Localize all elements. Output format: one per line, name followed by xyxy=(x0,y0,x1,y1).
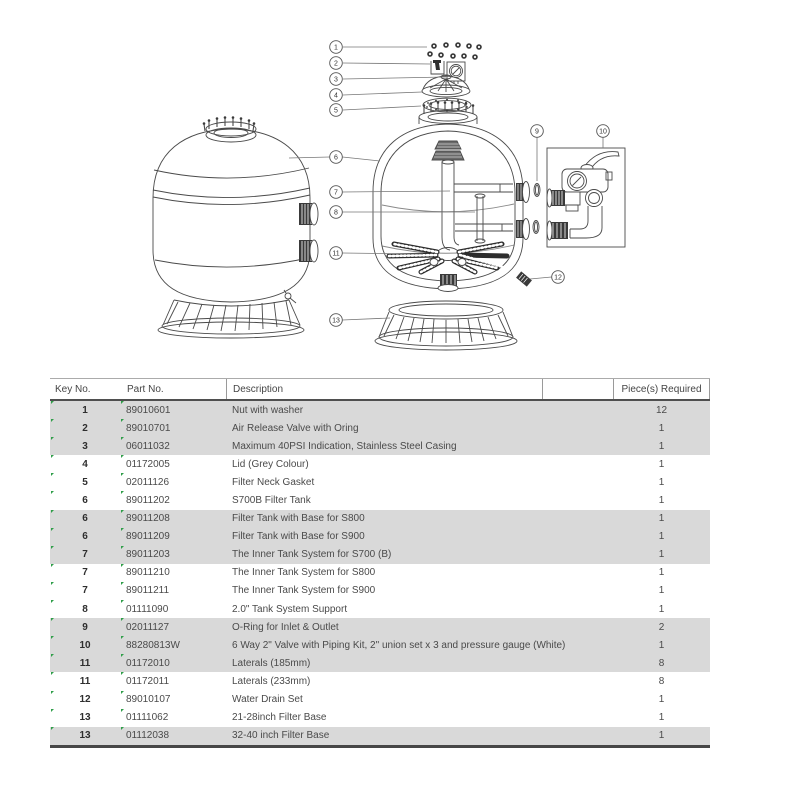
table-row xyxy=(50,691,710,709)
callout-number: 9 xyxy=(535,128,539,136)
qty-cell: 1 xyxy=(658,495,665,507)
qty-cell: 12 xyxy=(655,404,668,416)
leader-line xyxy=(343,318,391,320)
key-cell: 10 xyxy=(79,639,91,651)
part-cell: 89011209 xyxy=(126,531,170,543)
green-corner-mark xyxy=(121,528,124,531)
part-cell: 02011126 xyxy=(126,476,170,488)
qty-cell: 2 xyxy=(658,621,665,633)
key-cell: 7 xyxy=(82,567,88,579)
green-corner-mark xyxy=(51,546,54,549)
qty-cell: 1 xyxy=(658,476,665,488)
part-cell: 01112038 xyxy=(126,730,170,742)
green-corner-mark xyxy=(121,691,124,694)
qty-cell: 1 xyxy=(658,567,665,579)
table-row xyxy=(50,473,710,491)
header-part-no: Part No. xyxy=(127,383,164,395)
green-corner-mark xyxy=(121,618,124,621)
green-corner-mark xyxy=(51,691,54,694)
desc-cell: S700B Filter Tank xyxy=(232,495,311,507)
leader-line xyxy=(343,63,430,64)
green-corner-mark xyxy=(51,709,54,712)
desc-cell: 6 Way 2" Valve with Piping Kit, 2" union set x 3 and pressure gauge (White) xyxy=(232,639,566,651)
table-row xyxy=(50,455,710,473)
key-cell: 3 xyxy=(82,440,88,452)
diffuser-screen xyxy=(432,141,464,160)
table-row xyxy=(50,564,710,582)
leader-line xyxy=(289,157,330,158)
tank-system-support xyxy=(475,194,485,243)
table-header xyxy=(50,378,710,401)
table-row xyxy=(50,510,710,528)
table-row xyxy=(50,600,710,618)
table-row xyxy=(50,582,710,600)
qty-cell: 1 xyxy=(658,549,665,561)
table-row xyxy=(50,654,710,672)
callout-number: 3 xyxy=(334,76,338,84)
table-row xyxy=(50,491,710,509)
part-cell: 89010107 xyxy=(126,694,171,706)
part-cell: 06011032 xyxy=(126,440,170,452)
callout-number: 2 xyxy=(334,60,338,68)
green-corner-mark xyxy=(51,564,54,567)
green-corner-mark xyxy=(121,546,124,549)
green-corner-mark xyxy=(51,727,54,730)
callout-number: 1 xyxy=(334,44,338,52)
header-description: Description xyxy=(226,379,542,399)
leader-line xyxy=(343,77,446,79)
key-cell: 9 xyxy=(82,621,88,633)
green-corner-mark xyxy=(121,510,124,513)
green-corner-mark xyxy=(121,654,124,657)
key-cell: 1 xyxy=(82,404,88,416)
key-cell: 12 xyxy=(79,694,91,706)
o-rings xyxy=(533,184,540,234)
green-corner-mark xyxy=(51,600,54,603)
table-row xyxy=(50,709,710,727)
part-cell: 01172005 xyxy=(126,458,170,470)
desc-cell: Air Release Valve with Oring xyxy=(232,422,359,434)
green-corner-mark xyxy=(121,636,124,639)
part-cell: 88280813W xyxy=(126,639,180,651)
qty-cell: 1 xyxy=(658,730,665,742)
callout-number: 11 xyxy=(332,250,340,258)
exploded-parts-diagram xyxy=(0,0,800,372)
green-corner-mark xyxy=(121,709,124,712)
part-cell: 01172011 xyxy=(126,675,170,687)
green-corner-mark xyxy=(121,491,124,494)
qty-cell: 1 xyxy=(658,531,665,543)
air-release-valve xyxy=(431,60,444,74)
leader-line xyxy=(530,277,552,279)
desc-cell: Filter Neck Gasket xyxy=(232,476,315,488)
part-cell: 89011203 xyxy=(126,549,170,561)
green-corner-mark xyxy=(51,636,54,639)
desc-cell: O-Ring for Inlet & Outlet xyxy=(232,621,339,633)
table-row xyxy=(50,546,710,564)
green-corner-mark xyxy=(121,401,124,404)
leader-line xyxy=(343,157,381,161)
header-pieces-required: Piece(s) Required xyxy=(613,379,710,399)
desc-cell: Nut with washer xyxy=(232,404,304,416)
desc-cell: Water Drain Set xyxy=(232,694,303,706)
desc-cell: 21-28inch Filter Base xyxy=(232,712,327,724)
green-corner-mark xyxy=(51,419,54,422)
key-cell: 6 xyxy=(82,531,88,543)
part-cell: 01111062 xyxy=(126,712,169,724)
green-corner-mark xyxy=(51,473,54,476)
qty-cell: 1 xyxy=(658,694,665,706)
green-corner-mark xyxy=(51,401,54,404)
key-cell: 13 xyxy=(79,730,91,742)
table-row xyxy=(50,618,710,636)
front-tank-base xyxy=(158,300,304,338)
green-corner-mark xyxy=(51,491,54,494)
qty-cell: 1 xyxy=(658,712,665,724)
table-body xyxy=(50,401,710,748)
table-row xyxy=(50,419,710,437)
nuts-with-washers xyxy=(427,42,482,60)
bottom-outlet xyxy=(438,274,458,292)
desc-cell: Lid (Grey Colour) xyxy=(232,458,309,470)
green-corner-mark xyxy=(51,455,54,458)
callout-number: 8 xyxy=(334,209,338,217)
green-corner-mark xyxy=(121,672,124,675)
key-cell: 7 xyxy=(82,549,88,561)
green-corner-mark xyxy=(51,582,54,585)
key-cell: 11 xyxy=(79,675,91,687)
desc-cell: The Inner Tank System for S900 xyxy=(232,585,376,597)
part-cell: 01172010 xyxy=(126,657,170,669)
key-cell: 13 xyxy=(79,712,91,724)
filter-base-illustration xyxy=(375,301,517,350)
green-corner-mark xyxy=(51,672,54,675)
table-row xyxy=(50,727,710,748)
table-row xyxy=(50,401,710,419)
laterals xyxy=(389,244,507,272)
part-cell: 89011210 xyxy=(126,567,170,579)
key-cell: 6 xyxy=(82,513,88,525)
qty-cell: 1 xyxy=(658,603,665,615)
green-corner-mark xyxy=(51,510,54,513)
green-corner-mark xyxy=(121,582,124,585)
green-corner-mark xyxy=(51,437,54,440)
table-row xyxy=(50,528,710,546)
leader-line xyxy=(343,106,421,110)
key-cell: 8 xyxy=(82,603,88,615)
front-tank-illustration xyxy=(153,116,318,338)
table-row xyxy=(50,672,710,690)
header-spacer xyxy=(542,379,613,399)
multiport-valve-illustration xyxy=(547,148,625,247)
desc-cell: Laterals (233mm) xyxy=(232,675,311,687)
qty-cell: 1 xyxy=(658,639,665,651)
desc-cell: The Inner Tank System for S700 (B) xyxy=(232,549,392,561)
callout-number: 12 xyxy=(554,274,562,282)
qty-cell: 1 xyxy=(658,585,665,597)
green-corner-mark xyxy=(121,600,124,603)
callout-number: 6 xyxy=(334,154,338,162)
table-row xyxy=(50,636,710,654)
part-cell: 02011127 xyxy=(126,621,170,633)
front-tank-ports xyxy=(299,203,318,262)
part-cell: 89010601 xyxy=(126,404,171,416)
cutaway-tank-illustration xyxy=(373,101,532,291)
table-row xyxy=(50,437,710,455)
green-corner-mark xyxy=(121,473,124,476)
callout-number: 5 xyxy=(334,107,338,115)
part-cell: 89011202 xyxy=(126,495,170,507)
qty-cell: 1 xyxy=(658,513,665,525)
desc-cell: Filter Tank with Base for S900 xyxy=(232,531,365,543)
green-corner-mark xyxy=(121,419,124,422)
desc-cell: Laterals (185mm) xyxy=(232,657,311,669)
key-cell: 2 xyxy=(82,422,88,434)
green-corner-mark xyxy=(51,618,54,621)
lid xyxy=(422,75,470,97)
part-cell: 89011208 xyxy=(126,513,170,525)
desc-cell: Filter Tank with Base for S800 xyxy=(232,513,365,525)
qty-cell: 1 xyxy=(658,422,665,434)
green-corner-mark xyxy=(121,437,124,440)
green-corner-mark xyxy=(121,455,124,458)
qty-cell: 8 xyxy=(658,657,665,669)
key-cell: 7 xyxy=(82,585,88,597)
leader-line xyxy=(343,191,451,192)
desc-cell: 32-40 inch Filter Base xyxy=(232,730,330,742)
green-corner-mark xyxy=(121,564,124,567)
key-cell: 5 xyxy=(82,476,88,488)
green-corner-mark xyxy=(51,654,54,657)
qty-cell: 1 xyxy=(658,458,665,470)
green-corner-mark xyxy=(51,528,54,531)
header-key-no: Key No. xyxy=(55,383,91,395)
parts-table xyxy=(50,378,710,748)
key-cell: 11 xyxy=(79,657,91,669)
qty-cell: 1 xyxy=(658,440,665,452)
water-drain-set xyxy=(516,271,532,286)
callout-number: 7 xyxy=(334,189,338,197)
qty-cell: 8 xyxy=(658,675,665,687)
part-cell: 01111090 xyxy=(126,603,169,615)
key-cell: 4 xyxy=(82,458,88,470)
neck-gasket xyxy=(423,98,471,112)
key-cell: 6 xyxy=(82,495,88,507)
callout-number: 10 xyxy=(599,128,607,136)
desc-cell: 2.0" Tank System Support xyxy=(232,603,348,615)
leader-line xyxy=(343,92,422,95)
callout-number: 4 xyxy=(334,92,338,100)
part-cell: 89010701 xyxy=(126,422,171,434)
green-corner-mark xyxy=(121,727,124,730)
callout-number: 13 xyxy=(332,317,340,325)
desc-cell: The Inner Tank System for S800 xyxy=(232,567,376,579)
part-cell: 89011211 xyxy=(126,585,170,597)
desc-cell: Maximum 40PSI Indication, Stainless Steel Casing xyxy=(232,440,457,452)
